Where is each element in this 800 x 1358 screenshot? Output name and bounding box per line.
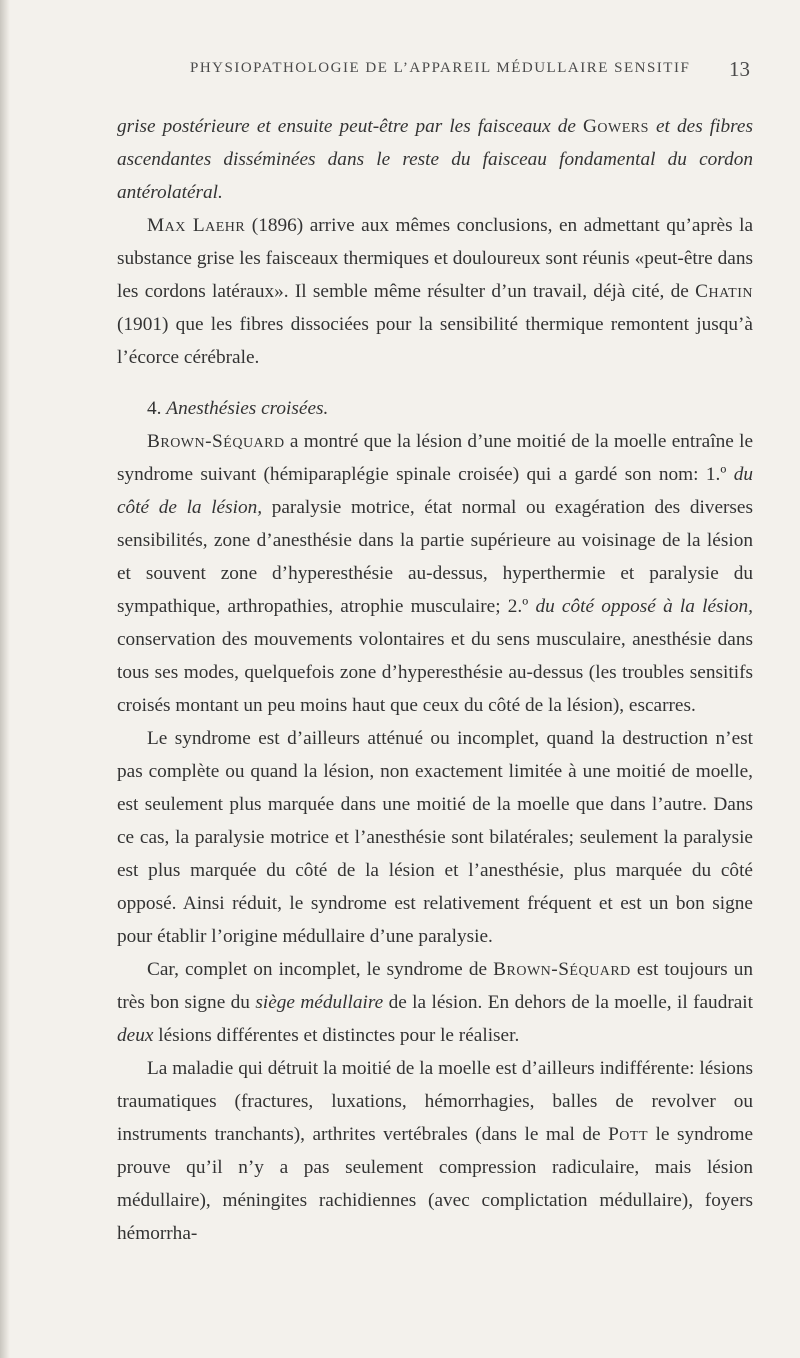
- section-heading: [117, 392, 753, 425]
- author-name: Brown-Séquard: [147, 431, 285, 452]
- paragraph-3: Brown-Séquard a montré que la lésion d’une moitié de la moelle entraîne le syndrome suivant (hémiparaplégie spinale croisée) qui a gardé son nom: 1.º du côté de la lésion, paralysie motrice, état normal ou exagération des diverses sensibilités, zone d’anesthésie dans la partie supérieure au voisinage de la lésion et souvent zone d’hyperesthésie au-dessus, hyperthermie et paralysie du sympathique, arthropathies, atrophie musculaire; 2.º du côté opposé à la lésion, conservation des mouvements volontaires et du sens musculaire, anesthésie dans tous ses modes, quelquefois zone d’hyperesthésie au-dessus (les troubles sensitifs croisés montant un peu moins haut que ceux du côté de la lésion), escarres.: [117, 431, 754, 716]
- page-edge-shadow: [0, 0, 10, 1358]
- author-name: Brown-Séquard: [493, 959, 631, 980]
- paragraph-6: La maladie qui détruit la moitié de la moelle est d’ailleurs indifférente: lésions traumatiques (fractures, luxations, hémorrhagies, balles de revolver ou instruments tranchants), arthrites vertébrales (dans le mal de Pott le syndrome prouve qu’il n’y a pas seulement compression radiculaire, mais lésion médullaire), méningites rachidiennes (avec complictation médullaire), foyers hémorrha-: [117, 1058, 753, 1244]
- paragraph-5: Car, complet on incomplet, le syndrome de Brown-Séquard est toujours un très bon signe du siège médullaire de la lésion. En dehors de la moelle, il faudrait deux lésions différentes et distinctes pour le réaliser.: [117, 959, 754, 1046]
- section-title: Anesthésies croisées.: [166, 398, 329, 419]
- paragraph-4: Le syndrome est d’ailleurs atténué ou incomplet, quand la destruction n’est pas complète ou quand la lésion, non exactement limitée à une moitié de moelle, est seulement plus marquée dans une moitié de la moelle que dans l’autre. Dans ce cas, la paralysie motrice et l’anesthésie sont bilatérales; seulement la paralysie est plus marquée du côté de la lésion et l’anesthésie, plus marquée du côté opposé. Ainsi réduit, le syndrome est relativement fréquent et est un bon signe pour établir l’origine médullaire d’une paralysie.: [117, 728, 753, 947]
- author-name: Max Laehr: [147, 215, 246, 236]
- paragraph-2: Max Laehr (1896) arrive aux mêmes conclusions, en admettant qu’après la substance grise les faisceaux thermiques et douloureux sont réunis «peut-être dans les cordons latéraux». Il semble même résulter d’un travail, déjà cité, de Chatin (1901) que les fibres dissociées pour la sensibilité thermique remontent jusqu’à l’écorce cérébrale.: [117, 215, 753, 368]
- section-number: 4.: [147, 398, 162, 419]
- running-header: [190, 57, 750, 90]
- author-name: Chatin: [695, 281, 753, 302]
- author-name: Gowers: [582, 116, 649, 137]
- author-name: Pott: [608, 1124, 649, 1145]
- paragraph-1: grise postérieure et ensuite peut-être par les faisceaux de Gowers et des fibres ascendantes disséminées dans le reste du faisceau fondamental du cordon antérolatéral.: [117, 116, 753, 203]
- page-number: 13: [729, 57, 750, 81]
- running-header-title: PHYSIOPATHOLOGIE DE L’APPAREIL MÉDULLAIRE SENSITIF: [190, 60, 691, 76]
- body-text: [117, 110, 753, 1250]
